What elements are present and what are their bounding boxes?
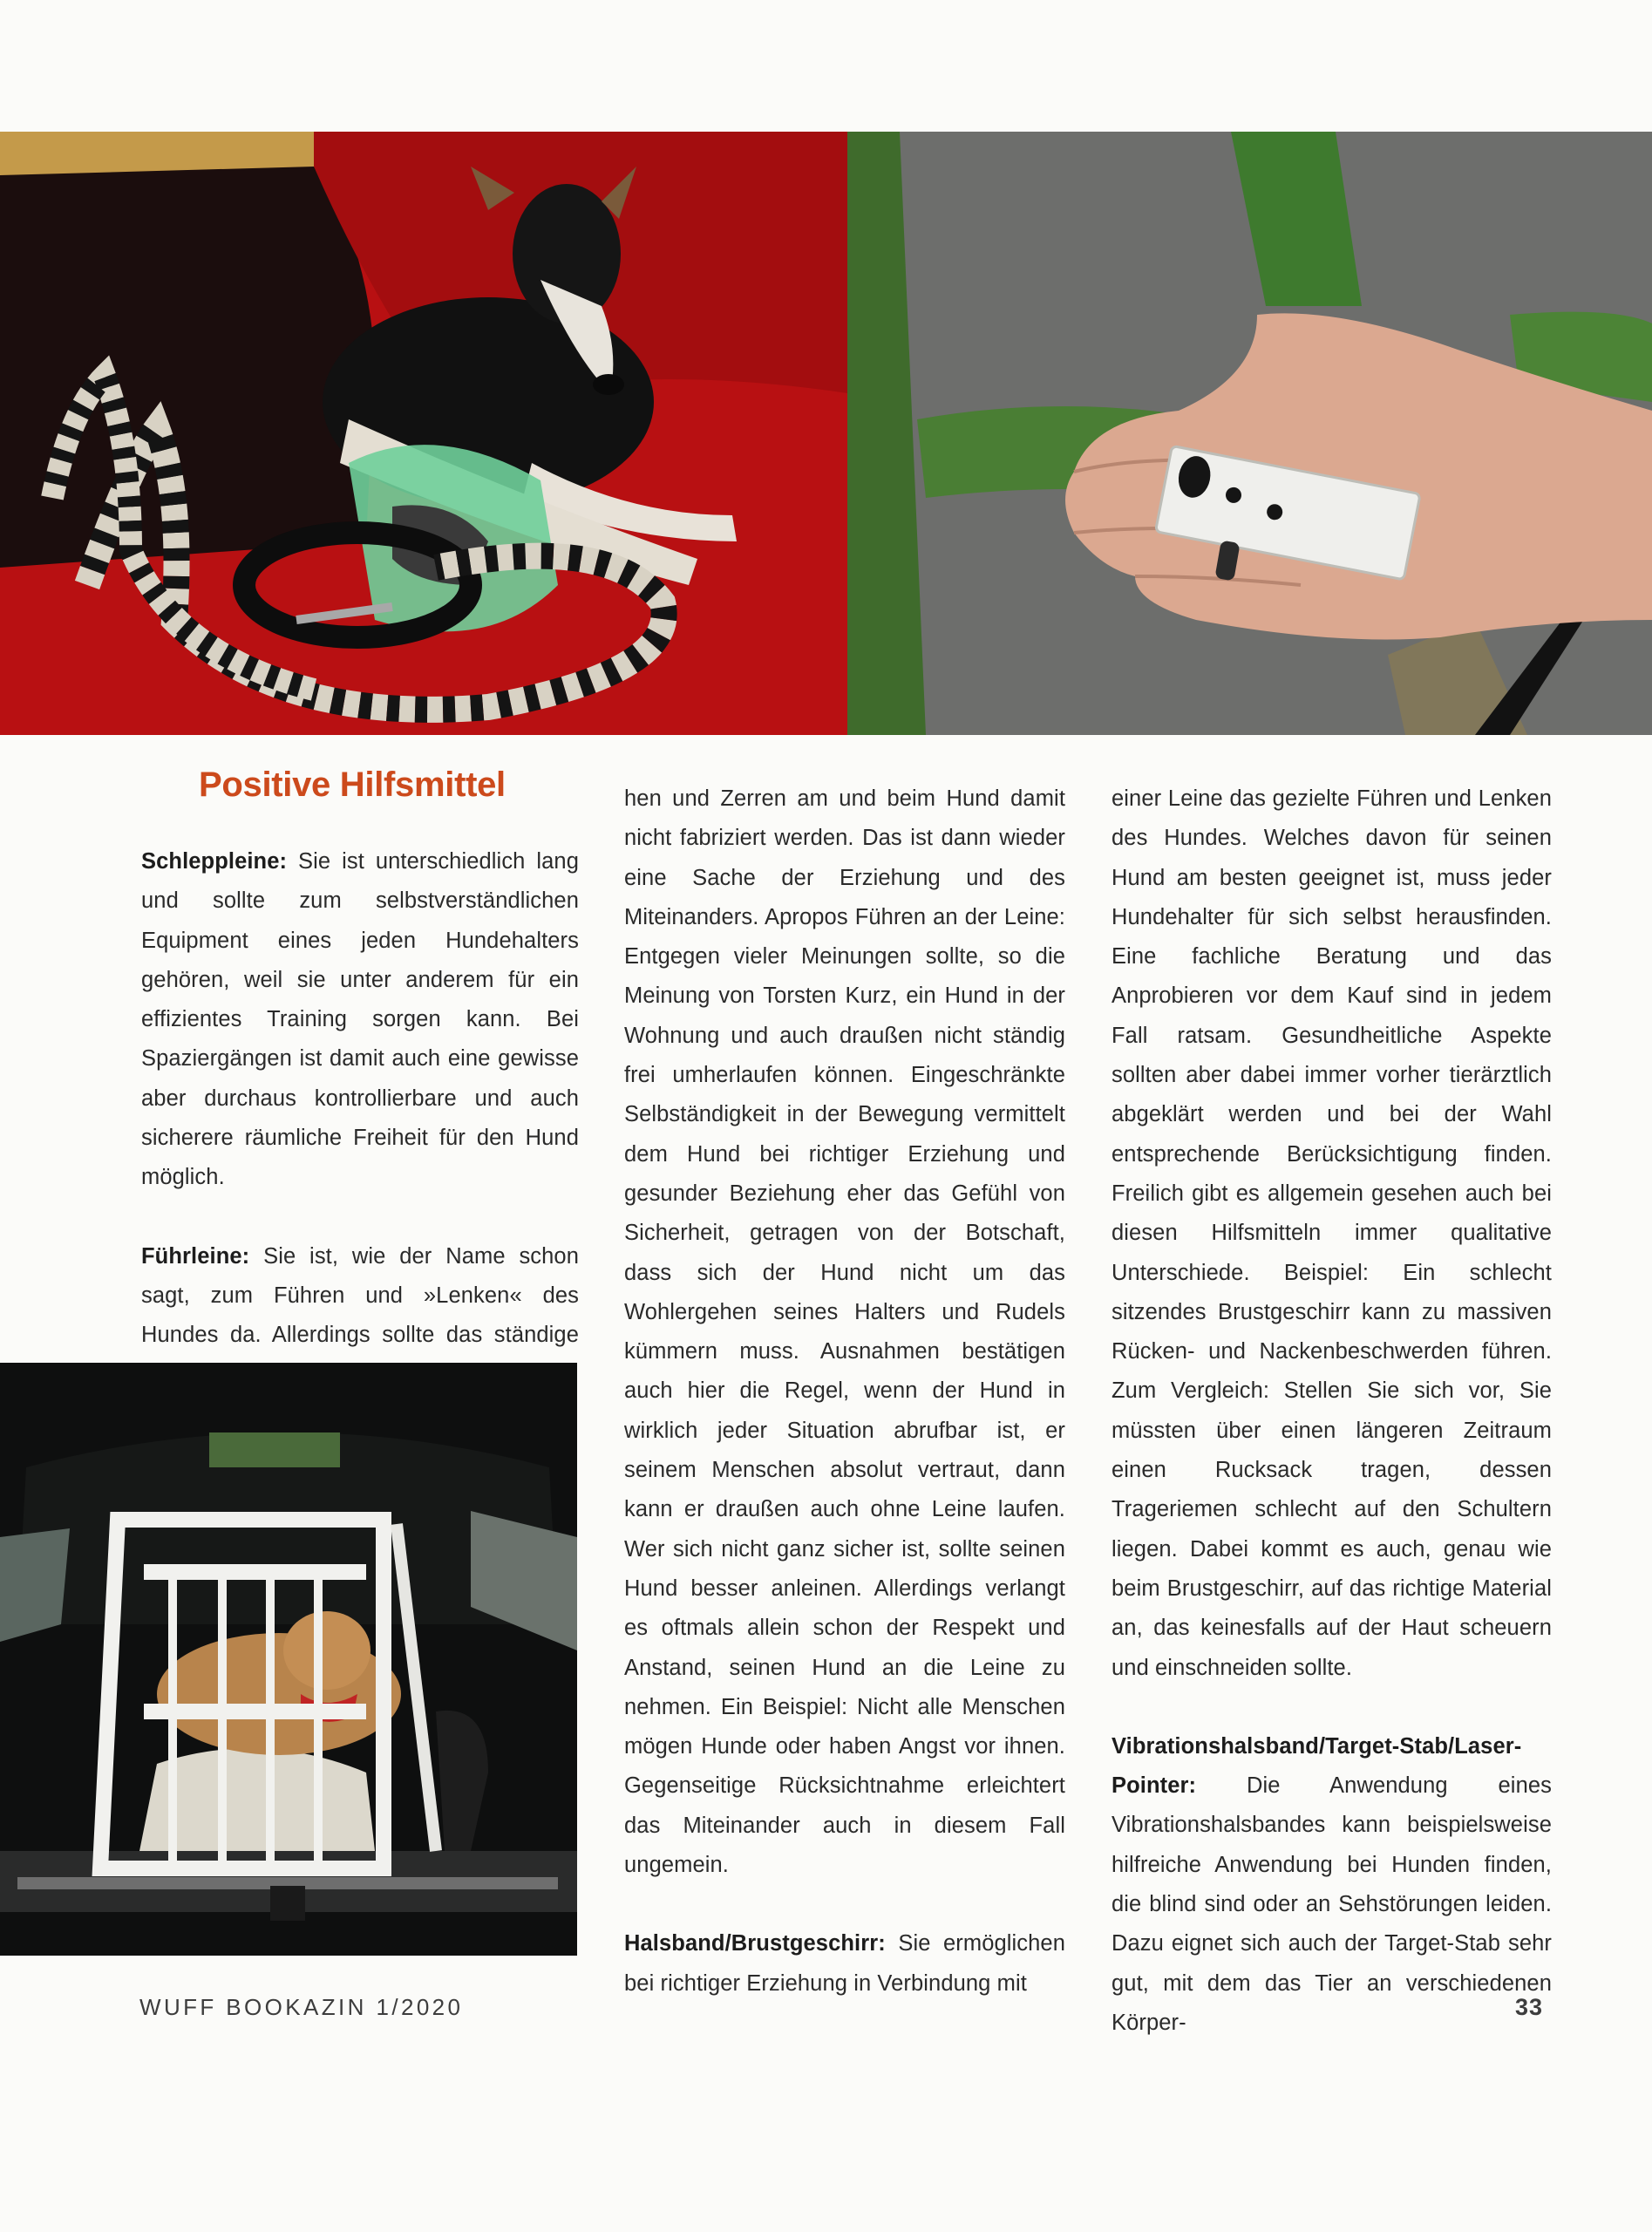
text-column-2 xyxy=(624,779,1065,2004)
paragraph-halsband-continued: einer Leine das gezielte Führen und Lenken des Hundes. Welches davon für seinen Hund am besten geeignet ist, muss jeder Hundehalter für sich selbst herausfinden. Eine fachliche Beratung und das Anprobieren vor dem Kauf sind in jedem Fall ratsam. Gesundheitliche Aspekte sollten aber dabei immer vorher tierärztlich abgeklärt werden und bei der Wahl entsprechende Berücksichtigung finden. Freilich gibt es allgemein gesehen auch bei diesen Hilfsmitteln immer qualitative Unterschiede. Beispiel: Ein schlecht sitzendes Brustgeschirr kann zu massiven Rücken- und Nackenbeschwerden führen. Zum Vergleich: Stellen Sie sich vor, Sie müssten über einen längeren Zeitraum einen Rucksack tragen, dessen Trageriemen schlecht auf den Schultern liegen. Dabei kommt es auch, genau wie beim Brustgeschirr, auf das richtige Material an, das keinesfalls auf der Haut scheuern und einschneiden sollte. xyxy=(1112,786,1552,1680)
paragraph-text: Sie ist unterschiedlich lang und sollte zum selbstverständlichen Equipment eines jeden Hundehalters gehören, weil sie unter anderem für ein effizientes Training sorgen kann. Bei Spaziergängen ist damit auch eine gewisse aber durchaus kontrollierbare und auch sicherere räumliche Freiheit für den Hund möglich. xyxy=(141,849,579,1190)
photo-hand-with-laser-pointer xyxy=(847,132,1652,735)
paragraph-halsband xyxy=(624,1924,1065,2004)
footer-publication: WUFF BOOKAZIN 1/2020 xyxy=(139,1994,464,2020)
term-halsband-brustgeschirr: Halsband/Brustgeschirr: xyxy=(624,1931,886,1956)
section-headline: Positive Hilfsmittel xyxy=(199,766,506,804)
paragraph-text: Sie ist, wie der Name schon sagt, zum Führen und »Lenken« des Hundes da. Allerdings sollte das ständige xyxy=(141,1243,579,1348)
text-column-1 xyxy=(141,842,579,1395)
term-vibrationshalsband: Vibrationshalsband/Target-Stab/Laser-Pointer: xyxy=(1112,1733,1522,1799)
term-schleppleine: Schleppleine: xyxy=(141,849,288,874)
paragraph-text: Die Anwendung eines Vibrationshalsbandes kann beispielsweise hilfreiche Anwendung bei Hunden finden, die blind sind oder an Sehstörungen leiden. Dazu eignet sich auch der Target-Stab sehr gut, mit dem das Tier an verschiedenen Körper- xyxy=(1112,1773,1552,2035)
photo-dog-with-leashes xyxy=(0,132,847,735)
paragraph-text: Sie ermöglichen bei richtiger Erziehung in Verbindung mit xyxy=(624,1931,1065,1996)
paragraph-fuehrleine-continued: hen und Zerren am und beim Hund damit nicht fabriziert werden. Das ist dann wieder eine Sache der Erziehung und des Miteinanders. Apropos Führen an der Leine: Entgegen vieler Meinungen sollte, so die Meinung von Torsten Kurz, ein Hund in der Wohnung und auch draußen nicht ständig frei umherlaufen können. Eingeschränkte Selbständigkeit in der Bewegung vermittelt dem Hund bei richtiger Erziehung und gesunder Beziehung eher das Gefühl von Sicherheit, getragen von der Botschaft, dass sich der Hund nicht um das Wohlergehen seines Halters und Rudels kümmern muss. Ausnahmen bestätigen auch hier die Regel, wenn der Hund in wirklich jeder Situation abrufbar ist, er seinem Menschen absolut vertraut, dann kann er draußen auch ohne Leine laufen. Wer sich nicht ganz sicher ist, sollte seinen Hund besser anleinen. Allerdings verlangt es oftmals allein schon der Respekt und Anstand, seinen Hund an die Leine zu nehmen. Ein Beispiel: Nicht alle Menschen mögen Hunde oder haben Angst vor ihnen. Gegenseitige Rücksichtnahme erleichtert das Miteinander auch in diesem Fall ungemein. xyxy=(624,786,1065,1878)
text-column-3 xyxy=(1112,779,1552,2043)
page-number: 33 xyxy=(1515,1994,1544,2020)
paragraph-vibrationshalsband xyxy=(1112,1727,1552,2043)
paragraph-schleppleine xyxy=(141,842,579,1198)
photo-dog-crate-in-car xyxy=(0,1363,577,1956)
term-fuehrleine: Führleine: xyxy=(141,1243,250,1269)
